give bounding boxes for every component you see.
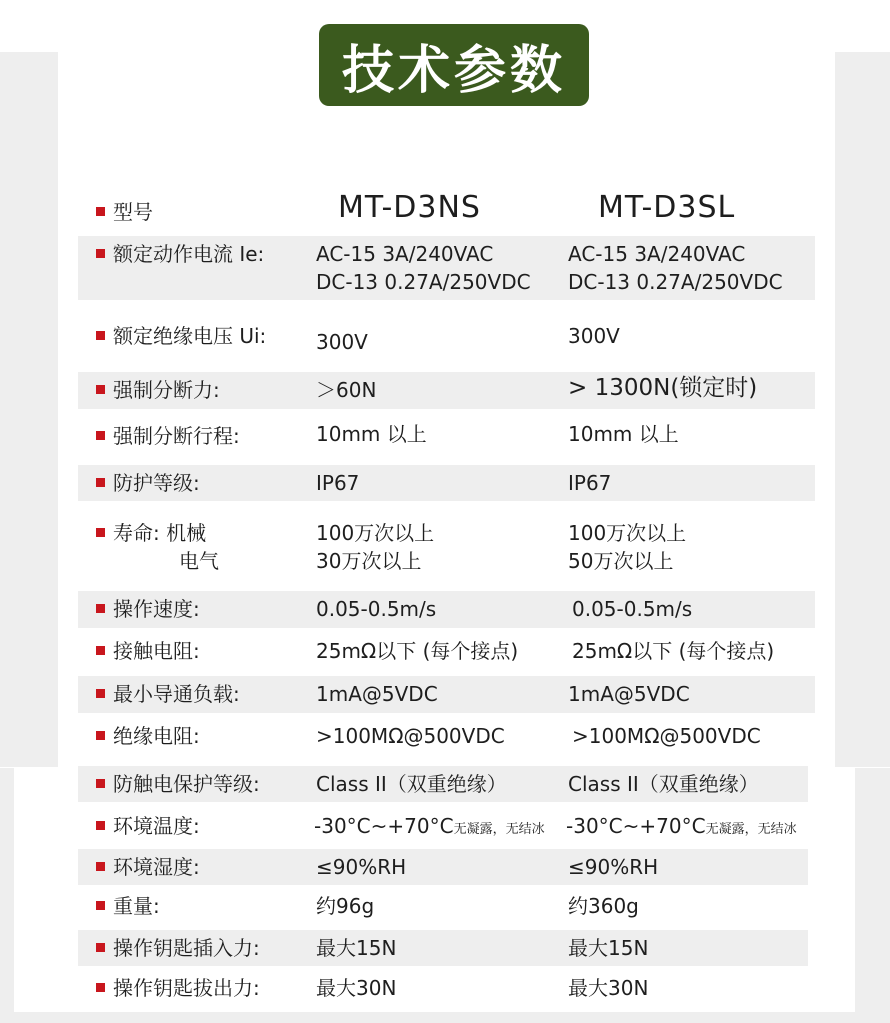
bullet-icon [96, 528, 105, 537]
spec-label: 重量: [96, 892, 160, 920]
spec-value-1: 10mm 以上 [316, 422, 427, 446]
left-side-band [0, 52, 58, 767]
bullet-icon [96, 431, 105, 440]
spec-value-2: 约360g [568, 894, 639, 918]
spec-value-2: Class II（双重绝缘） [568, 772, 759, 796]
bullet-icon [96, 385, 105, 394]
model-label: 型号 [96, 198, 153, 226]
bullet-icon [96, 207, 105, 216]
spec-value-1: ＞60N [316, 378, 377, 402]
spec-value-1: ≤90%RH [316, 855, 407, 879]
spec-label: 强制分断行程: [96, 422, 240, 450]
spec-label: 操作钥匙拔出力: [96, 974, 260, 1002]
spec-row [78, 720, 815, 756]
spec-row [78, 465, 815, 501]
spec-value-2: ≤90%RH [568, 855, 659, 879]
spec-value-1: Class II（双重绝缘） [316, 772, 507, 796]
spec-value-1: 1mA@5VDC [316, 682, 438, 706]
spec-value-1: 最大15N [316, 936, 397, 960]
spec-row [78, 810, 840, 846]
bullet-icon [96, 821, 105, 830]
spec-row [78, 418, 815, 454]
left-side-band-lower [0, 768, 14, 1023]
spec-label: 额定动作电流 Ie: [96, 240, 264, 268]
spec-label: 环境温度: [96, 812, 200, 840]
bullet-icon [96, 249, 105, 258]
spec-value-2: 10mm 以上 [568, 422, 679, 446]
spec-label: 接触电阻: [96, 637, 200, 665]
spec-row [78, 515, 815, 579]
spec-row [78, 236, 815, 300]
spec-label: 额定绝缘电压 Ui: [96, 322, 266, 350]
spec-value-2: 最大30N [568, 976, 649, 1000]
page-title: 技术参数 [319, 24, 589, 106]
spec-value-2: -30°C~+70°C无凝露，无结冰 [566, 814, 797, 838]
spec-label: 强制分断力: [96, 376, 220, 404]
bullet-icon [96, 983, 105, 992]
spec-label: 防触电保护等级: [96, 770, 260, 798]
right-side-band-lower [855, 768, 890, 1023]
model-name-2: MT-D3SL [598, 190, 736, 225]
spec-value-2: >100MΩ@500VDC [572, 724, 761, 748]
spec-value-1: >100MΩ@500VDC [316, 724, 505, 748]
bullet-icon [96, 731, 105, 740]
bullet-icon [96, 943, 105, 952]
bullet-icon [96, 779, 105, 788]
spec-value-1: 0.05-0.5m/s [316, 597, 437, 621]
model-header-row [78, 190, 815, 232]
spec-row [78, 591, 815, 628]
spec-value-1: -30°C~+70°C无凝露，无结冰 [314, 814, 545, 838]
bullet-icon [96, 478, 105, 487]
bullet-icon [96, 689, 105, 698]
bottom-band [0, 1012, 890, 1023]
bullet-icon [96, 646, 105, 655]
spec-label: 绝缘电阻: [96, 722, 200, 750]
bullet-icon [96, 862, 105, 871]
spec-value-2: 1mA@5VDC [568, 682, 690, 706]
spec-value-2: 25mΩ以下 (每个接点) [572, 639, 775, 663]
spec-label: 操作速度: [96, 595, 200, 623]
spec-value-2: 最大15N [568, 936, 649, 960]
spec-row [78, 890, 815, 926]
spec-value-1: AC-15 3A/240VAC DC-13 0.27A/250VDC [316, 242, 531, 294]
spec-value-2: 100万次以上 50万次以上 [568, 521, 687, 573]
spec-value-2: 300V [568, 324, 620, 348]
bullet-icon [96, 604, 105, 613]
spec-label: 防护等级: [96, 469, 200, 497]
spec-value-1: 最大30N [316, 976, 397, 1000]
spec-value-1: 25mΩ以下 (每个接点) [316, 639, 519, 663]
spec-row [78, 372, 815, 409]
spec-value-1: 100万次以上 30万次以上 [316, 521, 435, 573]
spec-label: 环境湿度: [96, 853, 200, 881]
spec-row [78, 930, 808, 966]
spec-row [78, 972, 815, 1008]
spec-value-1: IP67 [316, 471, 360, 495]
right-side-band [835, 52, 890, 767]
spec-row [78, 318, 815, 360]
spec-value-1: 300V [316, 330, 368, 354]
spec-value-2: IP67 [568, 471, 612, 495]
spec-value-2: AC-15 3A/240VAC DC-13 0.27A/250VDC [568, 242, 783, 294]
spec-row [78, 849, 808, 885]
spec-value-1: 约96g [316, 894, 375, 918]
bullet-icon [96, 331, 105, 340]
model-name-1: MT-D3NS [338, 190, 481, 225]
spec-row [78, 766, 808, 802]
spec-value-2: > 1300N(锁定时) [568, 375, 758, 401]
spec-label: 操作钥匙插入力: [96, 934, 260, 962]
spec-label: 最小导通负载: [96, 680, 240, 708]
spec-label: 寿命: 机械 电气 [96, 519, 219, 575]
spec-value-2: 0.05-0.5m/s [572, 597, 693, 621]
spec-row [78, 635, 815, 671]
spec-row [78, 676, 815, 713]
bullet-icon [96, 901, 105, 910]
